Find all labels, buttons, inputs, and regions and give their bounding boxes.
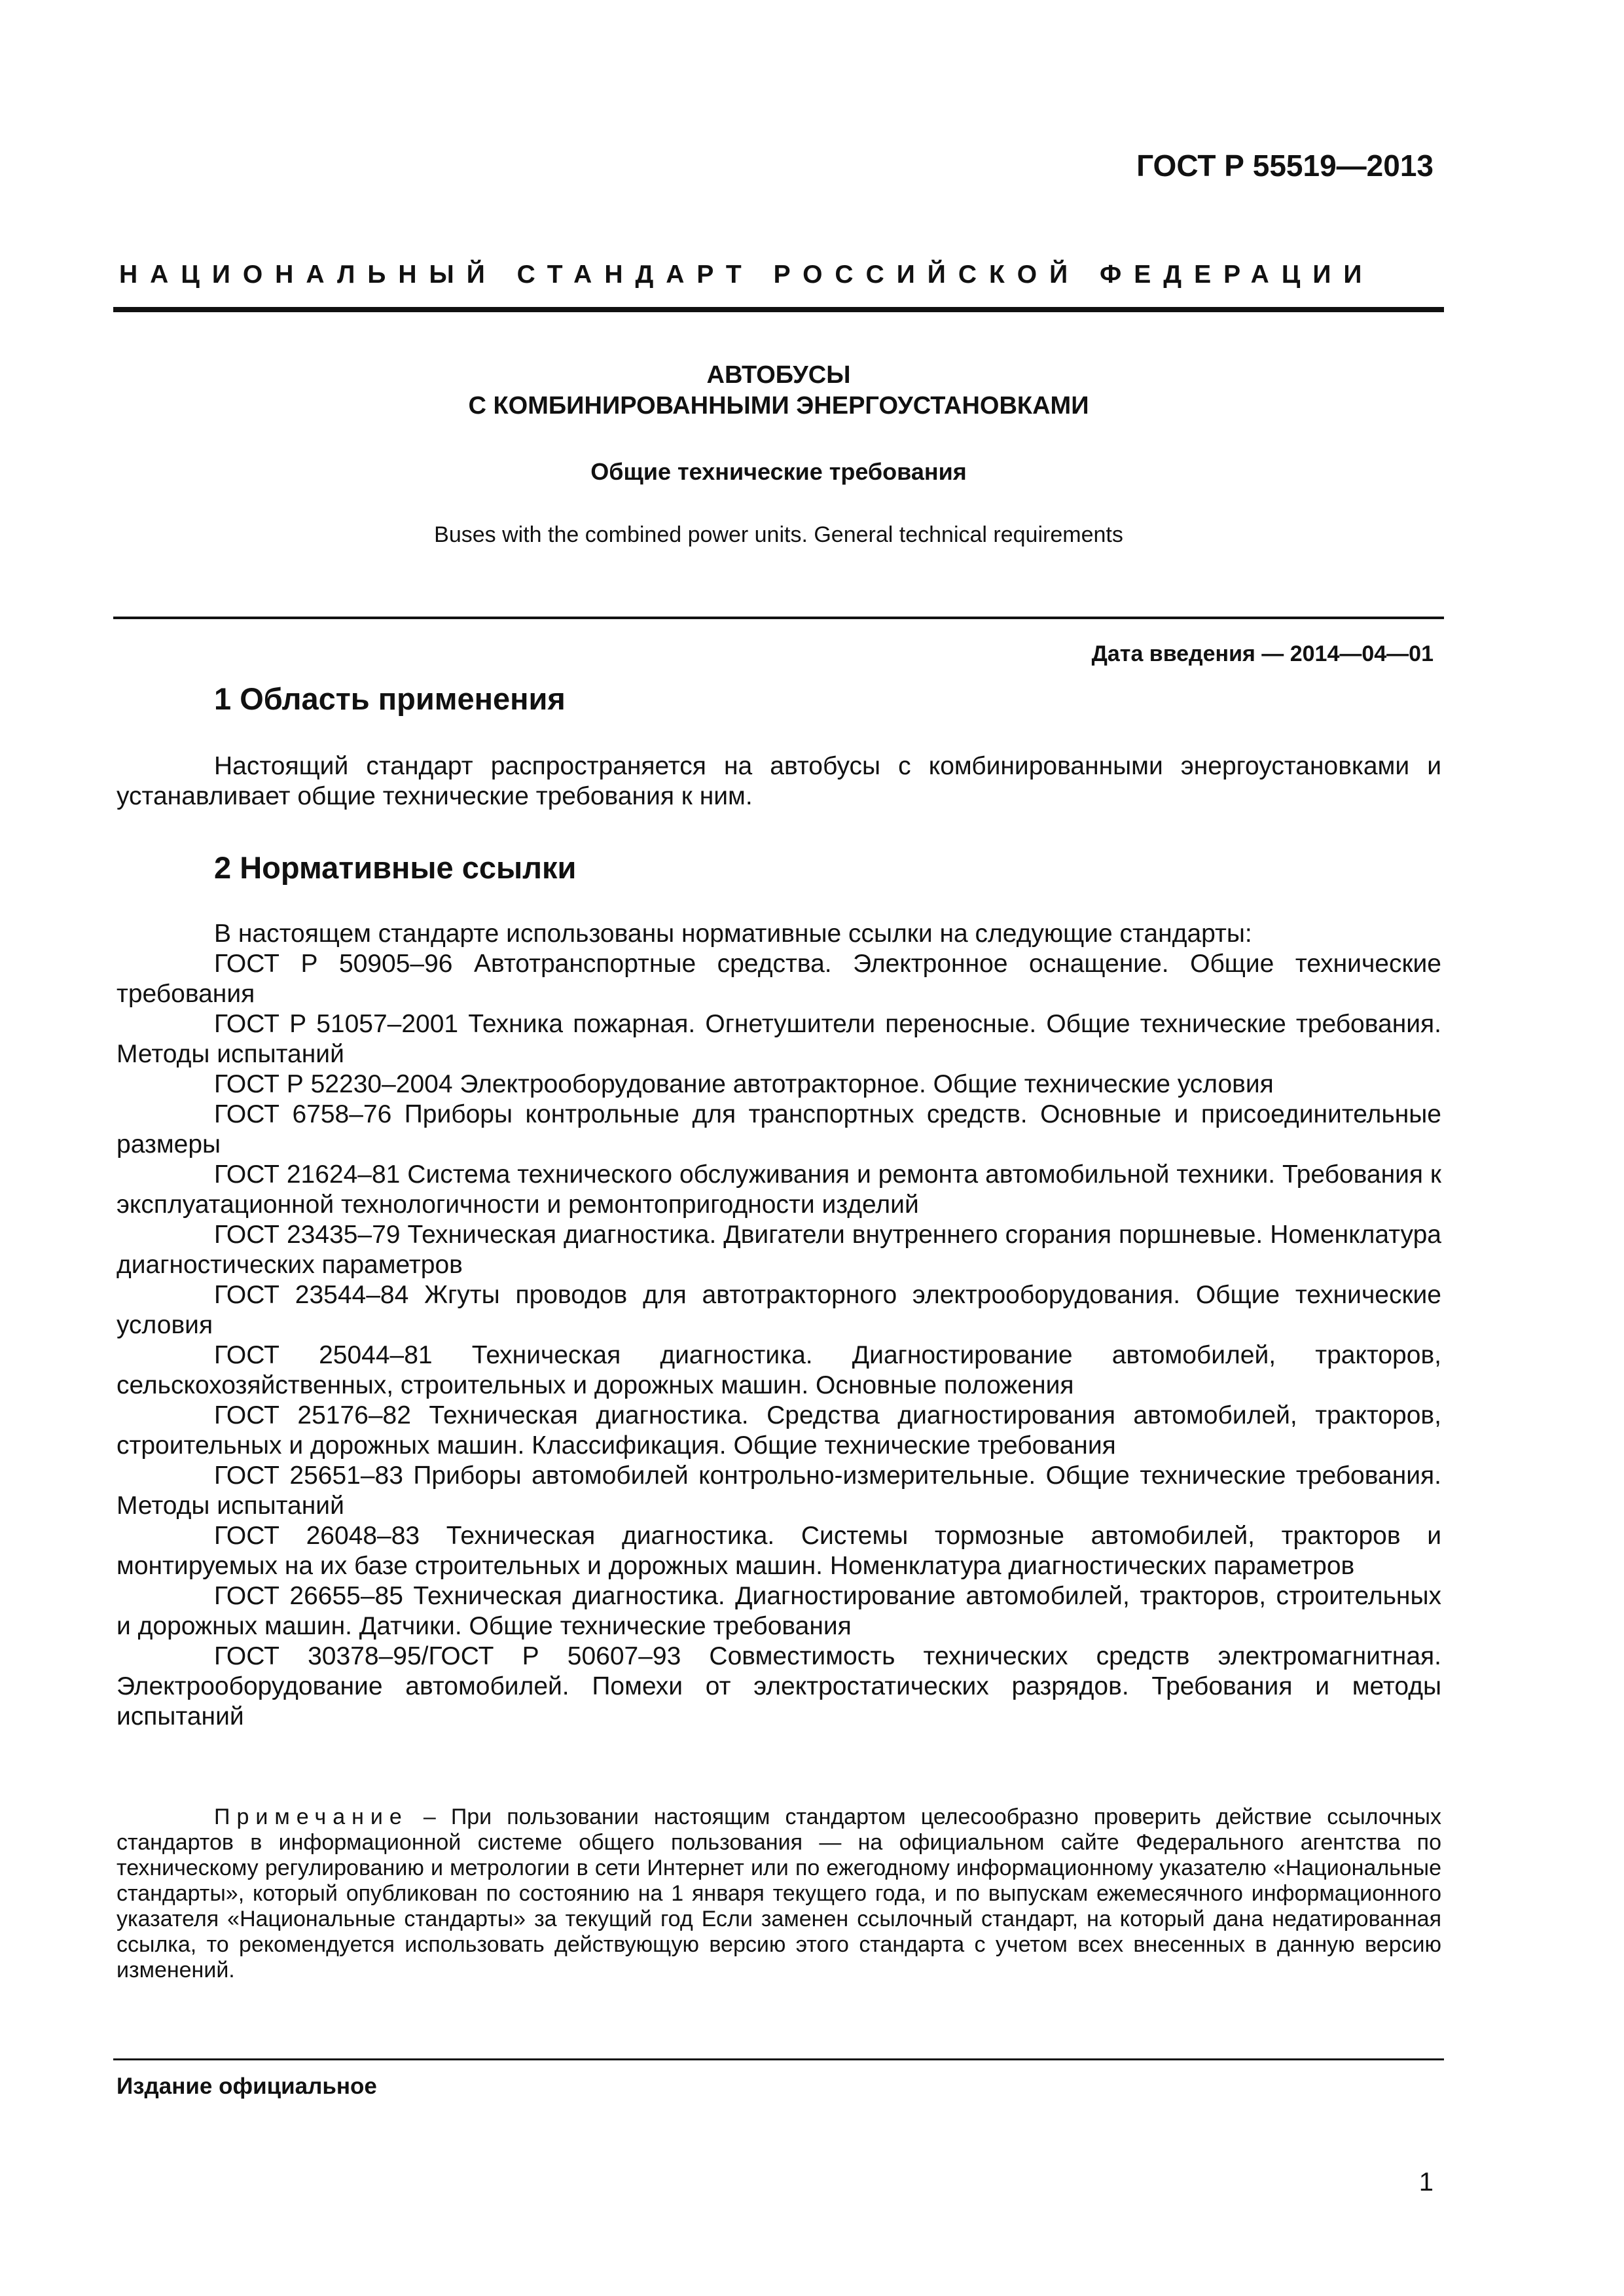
reference-item: ГОСТ Р 52230–2004 Электрооборудование автотракторное. Общие технические условия: [214, 1070, 1274, 1098]
section-1-heading: 1 Область применения: [214, 681, 566, 716]
introduction-date: Дата введения — 2014—04—01: [1091, 641, 1434, 666]
reference-item: ГОСТ 6758–76 Приборы контрольные для транспортных средств. Основные и присоединительные размеры: [117, 1100, 1441, 1158]
document-title-line-1: АВТОБУСЫ: [706, 361, 851, 389]
reference-item: ГОСТ 25176–82 Техническая диагностика. Средства диагностирования автомобилей, тракторов, строительных и дорожных машин. Классификация. Общие технические требования: [117, 1401, 1441, 1460]
references-intro: В настоящем стандарте использованы нормативные ссылки на следующие стандарты:: [214, 920, 1252, 948]
reference-item: ГОСТ 25651–83 Приборы автомобилей контрольно-измерительные. Общие технические требования. Методы испытаний: [117, 1462, 1441, 1520]
edition-label: Издание официальное: [117, 2073, 377, 2099]
reference-item: ГОСТ Р 50905–96 Автотранспортные средства. Электронное оснащение. Общие технические требования: [117, 950, 1441, 1008]
note-block: [117, 1804, 1441, 1983]
national-standard-title: НАЦИОНАЛЬНЫЙ СТАНДАРТ РОССИЙСКОЙ ФЕДЕРАЦИИ: [119, 260, 1375, 289]
note-text: – При пользовании настоящим стандартом целесообразно проверить действие ссылочных стандартов в информационной системе общего пользования — на официальном сайте Федерального агентства по техническому регулированию и метрологии в сети Интернет или по ежегодному информационному указателю «Национальные стандарты», который опубликован по состоянию на 1 января текущего года, и по выпускам ежемесячного информационного указателя «Национальные стандарты» за текущий год Если заменен ссылочный стандарт, на который дана недатированная ссылка, то рекомендуется использовать действующую версию этого стандарта с учетом всех внесенных в данную версию изменений.: [117, 1804, 1441, 1982]
reference-item: ГОСТ Р 51057–2001 Техника пожарная. Огнетушители переносные. Общие технические требования. Методы испытаний: [117, 1010, 1441, 1068]
reference-item: ГОСТ 26655–85 Техническая диагностика. Диагностирование автомобилей, тракторов, строительных и дорожных машин. Датчики. Общие технические требования: [117, 1582, 1441, 1640]
section-1-body: [117, 751, 1441, 812]
section-1-paragraph: Настоящий стандарт распространяется на автобусы с комбинированными энергоустановками и устанавливает общие технические требования к ним.: [117, 752, 1441, 810]
reference-item: ГОСТ 23435–79 Техническая диагностика. Двигатели внутреннего сгорания поршневые. Номенклатура диагностических параметров: [117, 1221, 1441, 1279]
document-subtitle: Общие технические требования: [590, 458, 967, 485]
reference-item: ГОСТ 26048–83 Техническая диагностика. Системы тормозные автомобилей, тракторов и монтируемых на их базе строительных и дорожных машин. Номенклатура диагностических параметров: [117, 1522, 1441, 1580]
page-number: 1: [1418, 2168, 1434, 2197]
document-code: ГОСТ Р 55519—2013: [1136, 149, 1434, 183]
reference-item: ГОСТ 25044–81 Техническая диагностика. Диагностирование автомобилей, тракторов, сельскохозяйственных, строительных и дорожных машин. Основные положения: [117, 1341, 1441, 1399]
document-title-line-2: С КОМБИНИРОВАННЫМИ ЭНЕРГОУСТАНОВКАМИ: [468, 392, 1089, 420]
english-title: Buses with the combined power units. General technical requirements: [434, 522, 1123, 547]
section-2-body: [117, 919, 1441, 1732]
section-2-heading: 2 Нормативные ссылки: [214, 850, 577, 885]
title-divider: [113, 617, 1444, 619]
note-label: Примечание: [214, 1804, 408, 1829]
header-divider: [113, 307, 1444, 312]
reference-item: ГОСТ 30378–95/ГОСТ Р 50607–93 Совместимость технических средств электромагнитная. Электрооборудование автомобилей. Помехи от электростатических разрядов. Требования и методы испытаний: [117, 1642, 1441, 1731]
reference-item: ГОСТ 23544–84 Жгуты проводов для автотракторного электрооборудования. Общие технические условия: [117, 1281, 1441, 1339]
footer-divider: [113, 2058, 1444, 2060]
reference-item: ГОСТ 21624–81 Система технического обслуживания и ремонта автомобильной техники. Требования к эксплуатационной технологичности и ремонтопригодности изделий: [117, 1160, 1441, 1219]
